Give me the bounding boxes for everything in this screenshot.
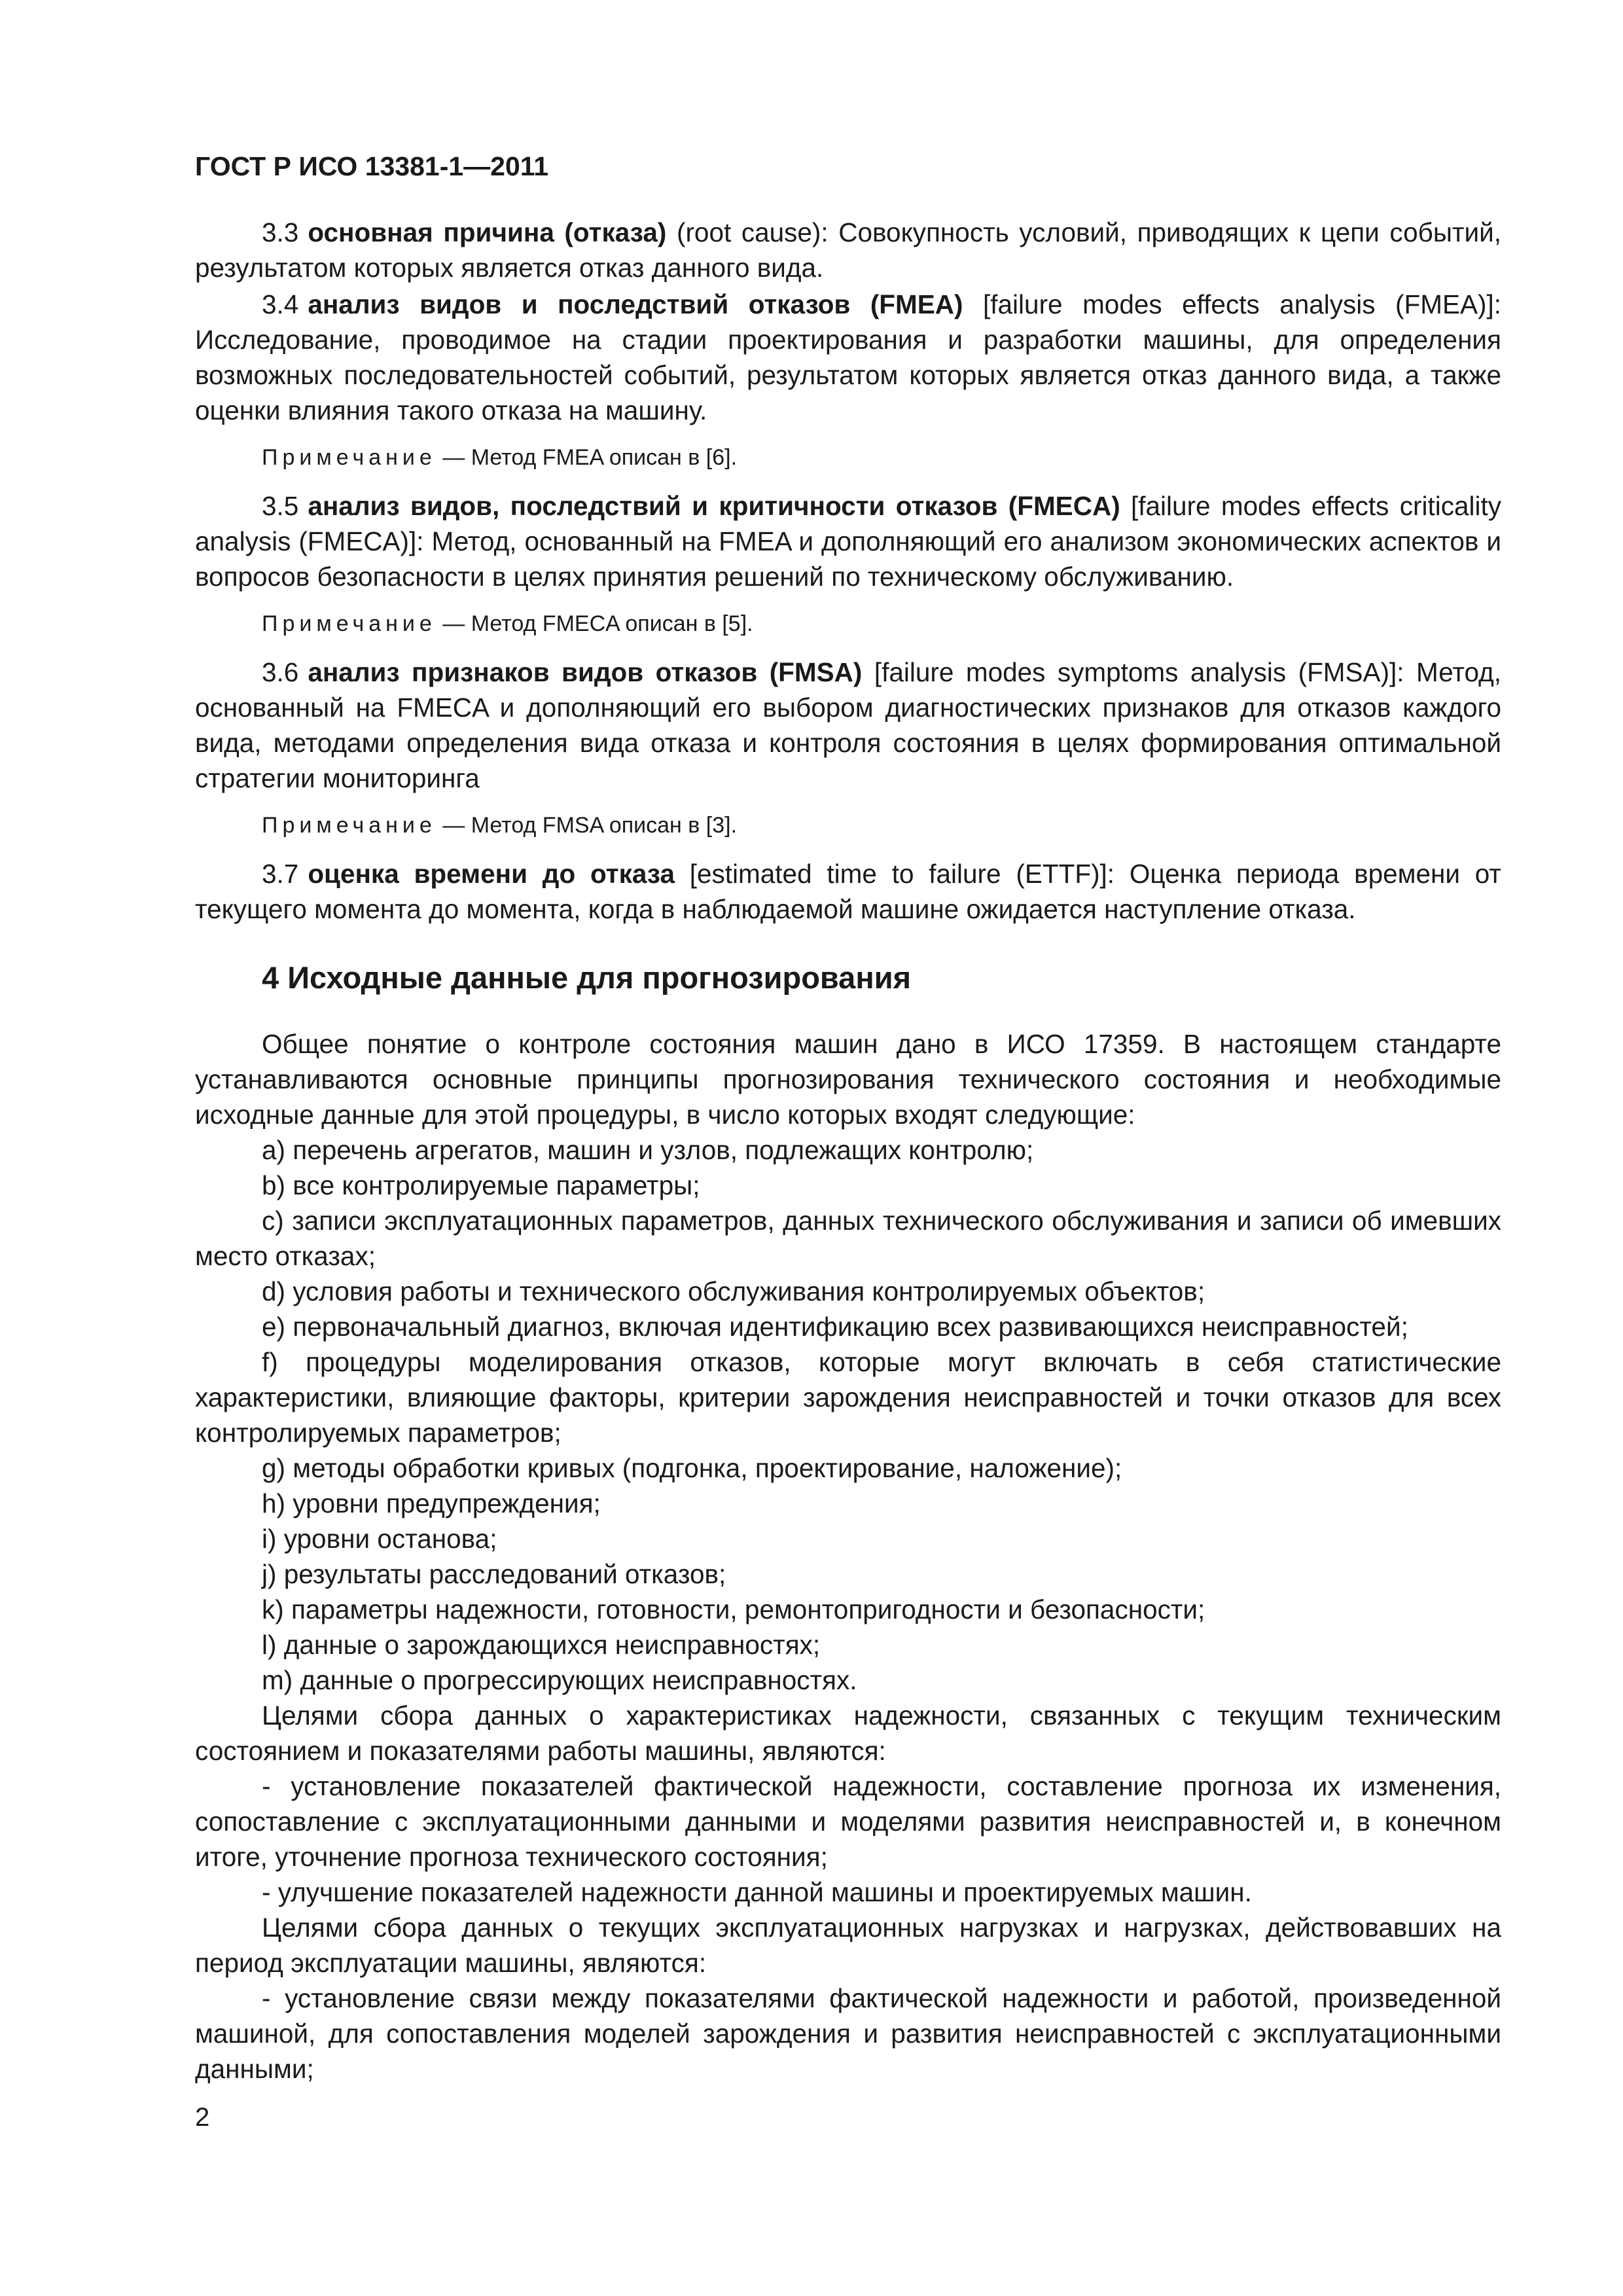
term-definition: (root cause): Совокупность условий, приводящих к цепи событий, результатом которых является отказ данного вида. [195,217,1501,283]
document-page [195,149,1501,2087]
term-3-5 [195,488,1501,594]
list-item: m) данные о прогрессирующих неисправностях. [262,1665,857,1695]
note-text: — Метод FMEA описан в [6]. [436,445,738,470]
section-heading: 4 Исходные данные для прогнозирования [262,960,912,995]
dash-item: - установление связи между показателями фактической надежности и работой, произведенной машиной, для сопоставления моделей зарождения и развития неисправностей с эксплуатационными данными; [195,1983,1501,2084]
section-intro: Общее понятие о контроле состояния машин дано в ИСО 17359. В настоящем стандарте устанавливаются основные принципы прогнозирования технического состояния и необходимые исходные данные для этой процедуры, в число которых входят следующие: [195,1029,1501,1130]
term-definition: [failure modes effects criticality analysis (FMECA)]: Метод, основанный на FMEA и дополняющий его анализом экономических аспектов и вопросов безопасности в целях принятия решений по техническому обслуживанию. [195,491,1501,592]
list-item: b) все контролируемые параметры; [262,1170,700,1200]
term-definition: [failure modes symptoms analysis (FMSA)]: Метод, основанный на FMECA и дополняющий его выбором диагностических признаков для отказов каждого вида, методами определения вида отказа и контроля состояния в целях формирования оптимальной стратегии мониторинга [195,657,1501,793]
paragraph-reliability-goals: Целями сбора данных о характеристиках надежности, связанных с текущим техническим состоянием и показателями работы машины, являются: [195,1700,1501,1766]
list-item: j) результаты расследований отказов; [262,1559,726,1589]
term-title: основная причина (отказа) [308,217,667,247]
list-item: g) методы обработки кривых (подгонка, проектирование, наложение); [262,1453,1122,1483]
list-item: h) уровни предупреждения; [262,1488,601,1518]
input-data-list [195,1132,1501,1698]
note-fmsa [195,810,1501,840]
list-item: l) данные о зарождающихся неисправностях; [262,1630,821,1660]
term-number: 3.4 [262,289,299,319]
note-text: — Метод FMECA описан в [5]. [436,611,753,636]
list-item: d) условия работы и технического обслуживания контролируемых объектов; [262,1276,1205,1306]
note-fmea [195,442,1501,473]
term-3-6 [195,655,1501,796]
term-3-3 [195,215,1501,285]
dash-item: - установление показателей фактической надежности, составление прогноза их изменения, сопоставление с эксплуатационными данными и моделями развития неисправностей и, в конечном итоге, уточнение прогноза технического состояния; [195,1771,1501,1872]
term-title: анализ признаков видов отказов (FMSA) [308,657,863,687]
term-number: 3.6 [262,657,299,687]
note-fmeca [195,609,1501,639]
list-item: e) первоначальный диагноз, включая идентификацию всех развивающихся неисправностей; [262,1312,1408,1342]
term-3-7 [195,856,1501,927]
list-item: k) параметры надежности, готовности, ремонтопригодности и безопасности; [262,1594,1205,1624]
dash-item: - улучшение показателей надежности данной машины и проектируемых машин. [262,1877,1252,1907]
note-text: — Метод FMSA описан в [3]. [436,813,738,838]
term-3-4 [195,287,1501,428]
note-label: Примечание [262,611,437,636]
term-definition: [estimated time to failure (ETTF)]: Оценка периода времени от текущего момента до момента, когда в наблюдаемой машине ожидается наступление отказа. [195,859,1501,924]
term-title: анализ видов, последствий и критичности отказов (FMECA) [308,491,1120,521]
document-header: ГОСТ Р ИСО 13381-1—2011 [195,151,549,181]
term-title: анализ видов и последствий отказов (FMEA) [308,289,963,319]
note-label: Примечание [262,445,437,470]
page-number: 2 [195,2103,210,2132]
list-item: i) уровни останова; [262,1524,497,1554]
list-item: f) процедуры моделирования отказов, которые могут включать в себя статистические характеристики, влияющие факторы, критерии зарождения неисправностей и точки отказов для всех контролируемых параметров; [195,1347,1501,1448]
term-number: 3.5 [262,491,299,521]
note-label: Примечание [262,813,437,838]
term-number: 3.3 [262,217,299,247]
term-title: оценка времени до отказа [308,859,675,889]
list-item: a) перечень агрегатов, машин и узлов, подлежащих контролю; [262,1135,1034,1165]
term-number: 3.7 [262,859,299,889]
list-item: c) записи эксплуатационных параметров, данных технического обслуживания и записи об имевших место отказах; [195,1206,1501,1271]
term-definition: [failure modes effects analysis (FMEA)]: Исследование, проводимое на стадии проектирования и разработки машины, для определения возможных последовательностей событий, результатом которых является отказ данного вида, а также оценки влияния такого отказа на машину. [195,289,1501,425]
paragraph-load-goals: Целями сбора данных о текущих эксплуатационных нагрузках и нагрузках, действовавших на период эксплуатации машины, являются: [195,1912,1501,1978]
